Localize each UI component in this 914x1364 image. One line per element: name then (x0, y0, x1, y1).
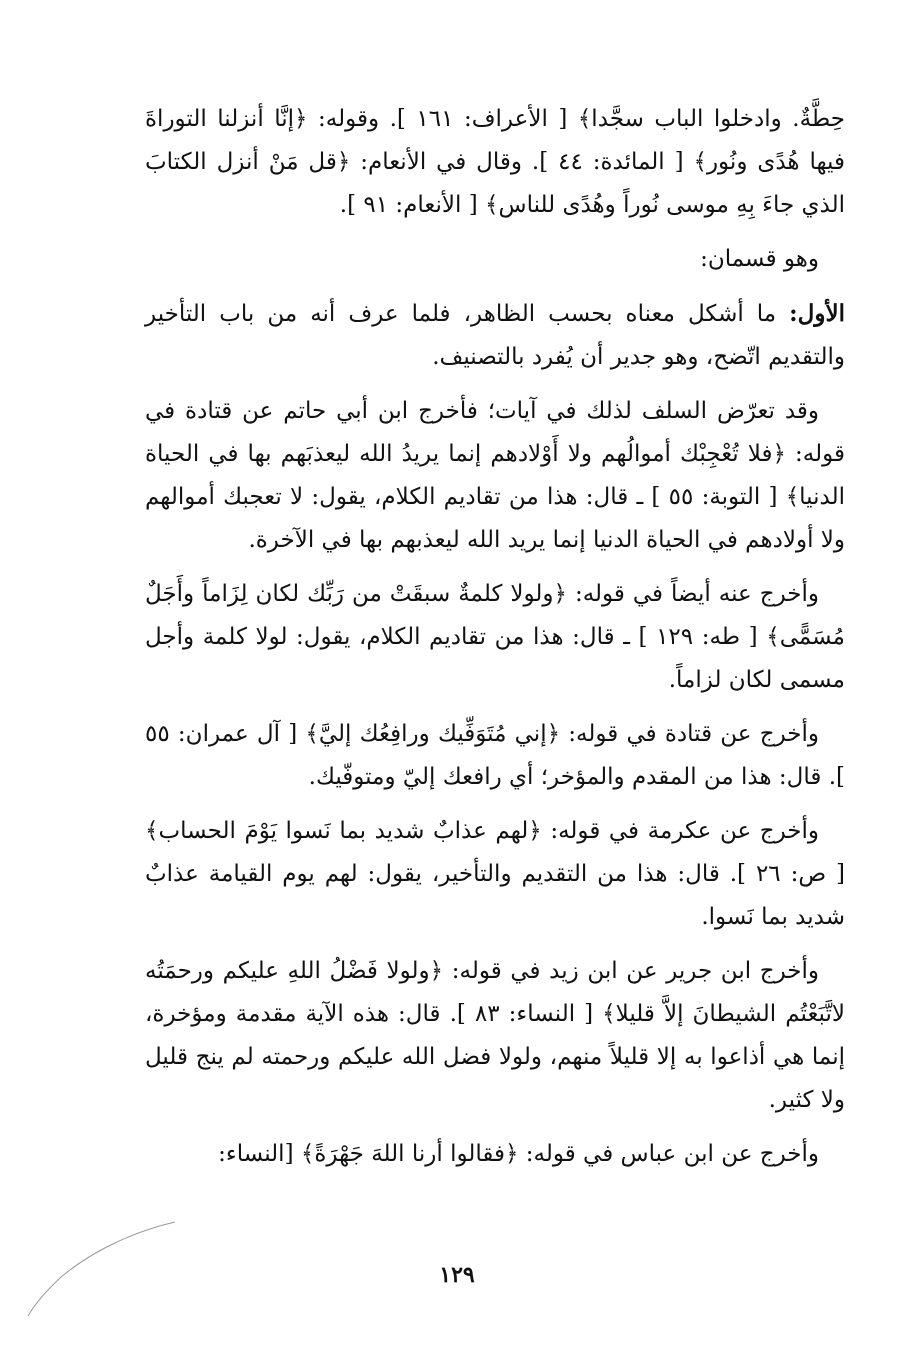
paragraph-7 (145, 810, 845, 939)
paragraph-3 (145, 292, 845, 379)
paragraph-1 (145, 98, 845, 227)
page-number: ١٢٩ (439, 1262, 475, 1288)
paragraph-text: وأخرج عن ابن عباس في قوله: ﴿فقالوا أرنا اللهَ جَهْرَةً﴾ [النساء: (218, 1141, 819, 1167)
section-heading-first: الأول: (789, 300, 845, 327)
paragraph-text: ما أشكل معناه بحسب الظاهر، فلما عرف أنه من باب التأخير والتقديم اتّضح، وهو جدير أن يُفرد بالتصنيف. (145, 301, 845, 370)
paragraph-5 (145, 573, 845, 702)
paragraph-text: وأخرج عنه أيضاً في قوله: ﴿ولولا كلمةٌ سبقَتْ من رَبِّك لكان لِزَاماً وأَجَلٌ مُسَمًّى﴾ [ طه: ١٢٩ ] ـ قال: هذا من تقاديم الكلام، يقول: لولا كلمة وأجل مسمى لكان لزاماً. (145, 581, 845, 693)
paragraph-8 (145, 950, 845, 1122)
pen-mark-decoration (0, 1200, 200, 1320)
paragraph-text: وقد تعرّض السلف لذلك في آيات؛ فأخرج ابن أبي حاتم عن قتادة في قوله: ﴿فلا تُعْجِبْك أموالُهم ولا أَوْلادهم إنما يريدُ الله ليعذبَهم بها في الحياة الدنيا﴾ [ التوبة: ٥٥ ] ـ قال: هذا من تقاديم الكلام، يقول: لا تعجبك أموالهم ولا أولادهم في الحياة الدنيا إنما يريد الله ليعذبهم بها في الآخرة. (145, 398, 845, 553)
paragraph-text: وأخرج عن عكرمة في قوله: ﴿لهم عذابٌ شديد بما نَسوا يَوْمَ الحساب﴾ [ ص: ٢٦ ]. قال: هذا من التقديم والتأخير، يقول: لهم يوم القيامة عذابٌ شديد بما نَسوا. (145, 818, 846, 930)
paragraph-text: وهو قسمان: (700, 246, 819, 272)
paragraph-text: وأخرج عن قتادة في قوله: ﴿إني مُتَوَفِّيك ورافِعُك إليَّ﴾ [ آل عمران: ٥٥ ]. قال: هذا من المقدم والمؤخر؛ أي رافعك إليّ ومتوفّيك. (145, 721, 845, 790)
paragraph-6 (145, 713, 845, 799)
paragraph-9 (145, 1133, 845, 1176)
paragraph-text: حِطَّةٌ. وادخلوا الباب سجَّدا﴾ [ الأعراف: ١٦١ ]. وقوله: ﴿إنَّا أنزلنا التوراةَ فيها هُدًى ونُور﴾ [ المائدة: ٤٤ ]. وقال في الأنعام: ﴿قل مَنْ أنزل الكتابَ الذي جاءَ بِهِ موسى نُوراً وهُدًى للناس﴾ [ الأنعام: ٩١ ]. (145, 106, 845, 218)
paragraph-4 (145, 390, 845, 562)
paragraph-2 (145, 238, 845, 281)
paragraph-text: وأخرج ابن جرير عن ابن زيد في قوله: ﴿ولولا فَضْلُ اللهِ عليكم ورحمَتُه لاتَّبَعْتُم الشيطانَ إلاَّ قليلا﴾ [ النساء: ٨٣ ]. قال: هذه الآية مقدمة ومؤخرة، إنما هي أذاعوا به إلا قليلاً منهم، ولولا فضل الله عليكم ورحمته لم ينج قليل ولا كثير. (145, 958, 845, 1113)
page-body (145, 98, 845, 1187)
